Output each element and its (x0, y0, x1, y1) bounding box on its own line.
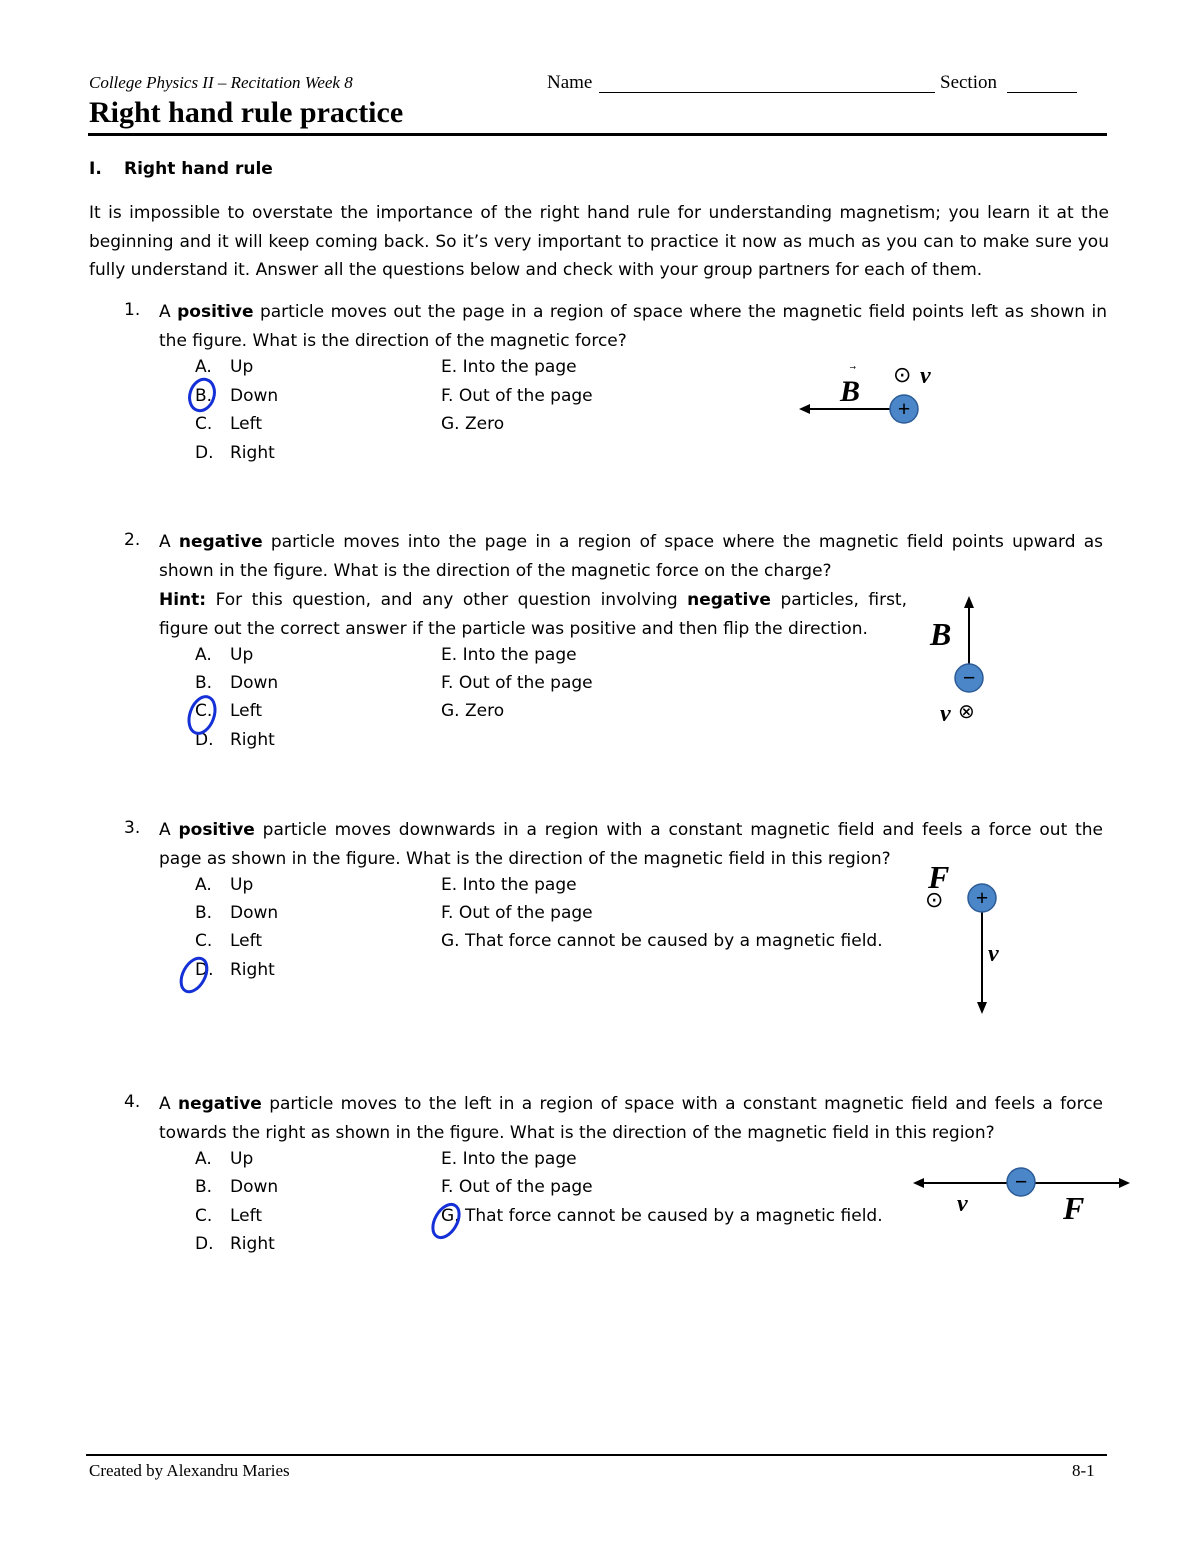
option-e[interactable]: E. Into the page (441, 645, 577, 665)
option-g[interactable]: G. Zero (441, 414, 505, 434)
negative-charge (955, 664, 983, 692)
option-g[interactable]: G. That force cannot be caused by a magnetic field. (441, 931, 883, 951)
svg-text:−: − (962, 665, 976, 690)
question-text: A positive particle moves out the page in a region of space where the magnetic field points left as shown in the figure. What is the direction of the magnetic force? (159, 302, 1107, 351)
option-f[interactable]: F. Out of the page (441, 673, 593, 693)
option-b[interactable]: B. Down (195, 903, 279, 923)
option-c[interactable]: C. Left (195, 1206, 262, 1226)
option-e[interactable]: E. Into the page (441, 357, 577, 377)
option-c[interactable]: C. Left (195, 931, 262, 951)
velocity-label: v (988, 941, 999, 967)
option-b[interactable]: B. Down (195, 673, 279, 693)
svg-text:−: − (1014, 1169, 1028, 1194)
footer-credit: Created by Alexandru Maries (89, 1461, 290, 1480)
question-number: 4. (124, 1092, 141, 1112)
option-e[interactable]: E. Into the page (441, 875, 577, 895)
section-title: Right hand rule (124, 159, 273, 179)
section-number: I. (89, 159, 102, 179)
velocity-arrow-left (913, 1178, 1007, 1188)
out-of-page-symbol: ⊙ (893, 362, 912, 387)
question-number: 2. (124, 530, 141, 550)
option-e[interactable]: E. Into the page (441, 1149, 577, 1169)
question-text: A negative particle moves to the left in a region of space with a constant magnetic field and feels a force towards the right as shown in the figure. What is the direction of the magnetic field in this region? (159, 1094, 1103, 1143)
title-divider (88, 133, 1107, 136)
option-a[interactable]: A. Up (195, 357, 254, 377)
figure-q1 (790, 352, 960, 432)
hint-text: Hint: For this question, and any other question involving negative particles, first, figure out the correct answer if the particle was positive and then flip the direction. (159, 590, 907, 639)
option-d[interactable]: D. Right (195, 443, 275, 463)
into-page-symbol: ⊗ (958, 701, 975, 723)
velocity-label: v (957, 1191, 968, 1217)
negative-charge (1007, 1168, 1035, 1196)
out-of-page-symbol: ⊙ (925, 887, 944, 912)
field-label: B (840, 375, 861, 408)
question-number: 3. (124, 818, 141, 838)
positive-charge (890, 395, 918, 423)
force-arrow-right (1035, 1178, 1130, 1188)
section-intro: It is impossible to overstate the importance of the right hand rule for understanding magnetism; you learn it at the beginning and it will keep coming back. So it’s very important to practice it now as much as you can to make sure you fully understand it. Answer all the questions below and check with your group partners for each of them. (89, 203, 1109, 280)
option-c[interactable]: C. Left (195, 414, 262, 434)
charge-word: negative (178, 532, 263, 552)
velocity-label: v (920, 363, 931, 389)
page-title: Right hand rule practice (89, 96, 404, 129)
question-number: 1. (124, 300, 141, 320)
option-f[interactable]: F. Out of the page (441, 903, 593, 923)
field-label: B (930, 616, 952, 652)
section-blank-line (1007, 92, 1077, 93)
section-label: Section (940, 72, 997, 93)
figure-q2 (920, 588, 1000, 728)
field-arrow-up (964, 596, 974, 664)
force-label: F (928, 859, 950, 895)
option-f[interactable]: F. Out of the page (441, 1177, 593, 1197)
figure-q3 (920, 848, 1020, 1020)
question-text: A positive particle moves downwards in a region with a constant magnetic field and feels a force out the page as shown in the figure. What is the direction of the magnetic field in this region? (159, 820, 1103, 869)
charge-word: negative (178, 1094, 262, 1114)
answer-circle-mark (178, 688, 224, 742)
figure-q4 (905, 1160, 1137, 1228)
velocity-arrow-down (977, 910, 987, 1014)
option-b[interactable]: B. Down (195, 1177, 279, 1197)
option-d[interactable]: D. Right (195, 960, 275, 980)
answer-circle-mark (422, 1196, 470, 1246)
charge-word: positive (178, 820, 255, 840)
vector-arrow-glyph (849, 366, 856, 369)
option-d[interactable]: D. Right (195, 730, 275, 750)
force-label: F (1063, 1190, 1085, 1226)
option-a[interactable]: A. Up (195, 875, 254, 895)
name-blank-line (599, 92, 935, 93)
answer-circle-mark (172, 950, 218, 1000)
answer-circle-mark (180, 372, 224, 416)
positive-charge (968, 884, 996, 912)
option-g[interactable]: G. Zero (441, 701, 505, 721)
option-b[interactable]: B. Down (195, 386, 279, 406)
option-a[interactable]: A. Up (195, 1149, 254, 1169)
svg-text:+: + (897, 396, 911, 421)
option-f[interactable]: F. Out of the page (441, 386, 593, 406)
option-g[interactable]: G. That force cannot be caused by a magnetic field. (441, 1206, 883, 1226)
question-text: A negative particle moves into the page in a region of space where the magnetic field points upward as shown in the figure. What is the direction of the magnetic force on the charge? (159, 532, 1103, 581)
footer-divider (86, 1454, 1107, 1456)
option-d[interactable]: D. Right (195, 1234, 275, 1254)
course-header: College Physics II – Recitation Week 8 (89, 73, 353, 92)
charge-word: positive (177, 302, 254, 322)
velocity-label: v (940, 701, 951, 727)
option-c[interactable]: C. Left (195, 701, 262, 721)
name-label: Name (547, 72, 593, 93)
svg-text:+: + (975, 885, 989, 910)
option-a[interactable]: A. Up (195, 645, 254, 665)
page-number: 8-1 (1072, 1461, 1095, 1480)
